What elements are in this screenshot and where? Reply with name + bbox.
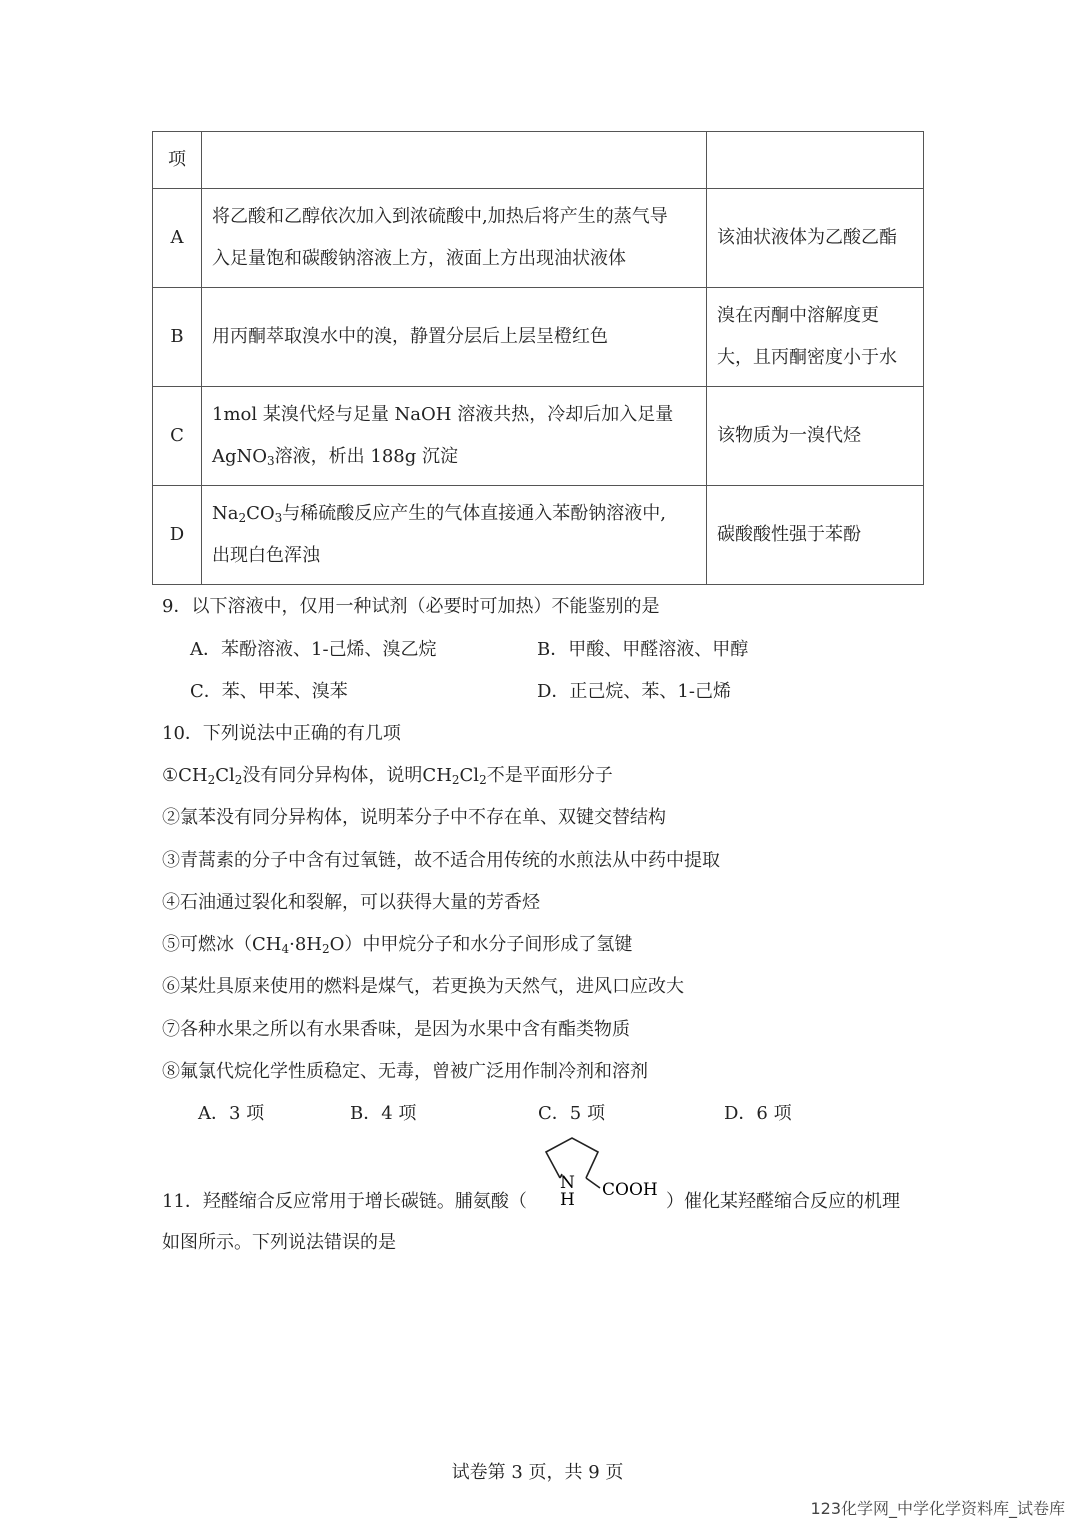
statement-text: ①CH bbox=[162, 765, 208, 786]
row-label: D bbox=[153, 486, 202, 585]
subscript: 3 bbox=[274, 511, 283, 525]
operation-line: 将乙酸和乙醇依次加入到浓硫酸中,加热后将产生的蒸气导 bbox=[212, 206, 668, 227]
subscript: 2 bbox=[322, 942, 330, 956]
table-row bbox=[153, 486, 924, 585]
q9-option-b: B．甲酸、甲醛溶液、甲醇 bbox=[537, 639, 749, 660]
watermark: 123化学网_中学化学资料库_试卷库 bbox=[810, 1499, 1065, 1518]
subscript: 2 bbox=[479, 773, 487, 787]
subscript: 3 bbox=[267, 454, 275, 468]
carboxyl-bond bbox=[586, 1178, 600, 1188]
conclusion-cell bbox=[707, 387, 924, 486]
page-footer: 试卷第 3 页，共 9 页 bbox=[451, 1462, 624, 1483]
operation-cell bbox=[202, 387, 707, 486]
table-row bbox=[153, 387, 924, 486]
question-11-stem-a: 11．羟醛缩合反应常用于增长碳链。脯氨酸（ bbox=[162, 1191, 527, 1212]
question-10-stem: 10．下列说法中正确的有几项 bbox=[162, 723, 401, 744]
statement-text: ·8H bbox=[289, 934, 322, 955]
experiment-table bbox=[152, 131, 924, 585]
statement-text: Cl bbox=[459, 765, 480, 786]
operation-line: 出现白色浑浊 bbox=[212, 545, 320, 566]
operation-line bbox=[212, 436, 696, 478]
conclusion-line: 大，且丙酮密度小于水 bbox=[717, 347, 897, 368]
statement-text: ⑤可燃冰（CH bbox=[162, 934, 282, 955]
conclusion-cell bbox=[707, 189, 924, 288]
subscript: 2 bbox=[451, 773, 460, 787]
q9-option-a: A．苯酚溶液、1-己烯、溴乙烷 bbox=[190, 639, 437, 660]
table-cell bbox=[202, 132, 707, 189]
statement-text: O）中甲烷分子和水分子间形成了氢键 bbox=[329, 934, 633, 955]
statement-text: 没有同分异构体，说明CH bbox=[242, 765, 452, 786]
operation-text: 与稀硫酸反应产生的气体直接通入苯酚钠溶液中, bbox=[282, 503, 667, 524]
operation-line: 1mol 某溴代烃与足量 NaOH 溶液共热，冷却后加入足量 bbox=[212, 404, 674, 425]
question-11-stem-b: ）催化某羟醛缩合反应的机理 bbox=[666, 1191, 900, 1212]
operation-cell bbox=[202, 189, 707, 288]
proline-structure-icon bbox=[540, 1136, 670, 1212]
mol-cooh-label: COOH bbox=[602, 1180, 658, 1200]
subscript: 2 bbox=[238, 511, 247, 525]
q10-option-c: C．5 项 bbox=[538, 1103, 605, 1124]
mol-n-label: N bbox=[560, 1173, 575, 1193]
conclusion-line: 溴在丙酮中溶解度更 bbox=[717, 305, 879, 326]
pyrrolidine-ring bbox=[546, 1138, 598, 1178]
operation-line: 入足量饱和碳酸钠溶液上方，液面上方出现油状液体 bbox=[212, 248, 626, 269]
statement-text: 不是平面形分子 bbox=[486, 765, 613, 786]
statement-1 bbox=[162, 763, 613, 789]
table-row bbox=[153, 189, 924, 288]
conclusion-cell bbox=[707, 486, 924, 585]
subscript: 2 bbox=[207, 773, 216, 787]
statement-6: ⑥某灶具原来使用的燃料是煤气，若更换为天然气，进风口应改大 bbox=[162, 976, 684, 997]
operation-text: 溶液，析出 188g 沉淀 bbox=[274, 446, 458, 467]
table-row bbox=[153, 132, 924, 189]
question-9-stem: 9．以下溶液中，仅用一种试剂（必要时可加热）不能鉴别的是 bbox=[162, 596, 660, 617]
q9-option-c: C．苯、甲苯、溴苯 bbox=[190, 681, 348, 702]
statement-8: ⑧氟氯代烷化学性质稳定、无毒，曾被广泛用作制冷剂和溶剂 bbox=[162, 1061, 648, 1082]
statement-2: ②氯苯没有同分异构体，说明苯分子中不存在单、双键交替结构 bbox=[162, 807, 666, 828]
operation-cell bbox=[202, 486, 707, 585]
q10-option-b: B．4 项 bbox=[350, 1103, 417, 1124]
statement-3: ③青蒿素的分子中含有过氧链，故不适合用传统的水煎法从中药中提取 bbox=[162, 850, 720, 871]
conclusion-cell bbox=[707, 288, 924, 387]
statement-7: ⑦各种水果之所以有水果香味，是因为水果中含有酯类物质 bbox=[162, 1019, 630, 1040]
q10-option-a: A．3 项 bbox=[198, 1103, 265, 1124]
formula-text: CO bbox=[246, 503, 275, 524]
operation-line: 用丙酮萃取溴水中的溴，静置分层后上层呈橙红色 bbox=[212, 326, 608, 347]
statement-4: ④石油通过裂化和裂解，可以获得大量的芳香烃 bbox=[162, 892, 540, 913]
formula-text: AgNO bbox=[212, 446, 268, 467]
q9-option-d: D．正己烷、苯、1-己烯 bbox=[537, 681, 731, 702]
formula-text: Na bbox=[212, 503, 239, 524]
row-label: A bbox=[153, 189, 202, 288]
statement-text: Cl bbox=[215, 765, 235, 786]
conclusion-line: 碳酸酸性强于苯酚 bbox=[717, 524, 861, 545]
conclusion-line: 该物质为一溴代烃 bbox=[717, 425, 861, 446]
subscript: 4 bbox=[281, 942, 290, 956]
statement-5 bbox=[162, 932, 632, 958]
operation-cell bbox=[202, 288, 707, 387]
operation-line bbox=[212, 493, 696, 535]
conclusion-line: 该油状液体为乙酸乙酯 bbox=[717, 227, 897, 248]
table-row bbox=[153, 288, 924, 387]
mol-h-label: H bbox=[560, 1190, 575, 1210]
question-11-line2: 如图所示。下列说法错误的是 bbox=[162, 1232, 396, 1253]
subscript: 2 bbox=[234, 773, 243, 787]
row-label: C bbox=[153, 387, 202, 486]
table-cell: 项 bbox=[153, 132, 202, 189]
table-cell bbox=[707, 132, 924, 189]
row-label: B bbox=[153, 288, 202, 387]
q10-option-d: D．6 项 bbox=[724, 1103, 792, 1124]
